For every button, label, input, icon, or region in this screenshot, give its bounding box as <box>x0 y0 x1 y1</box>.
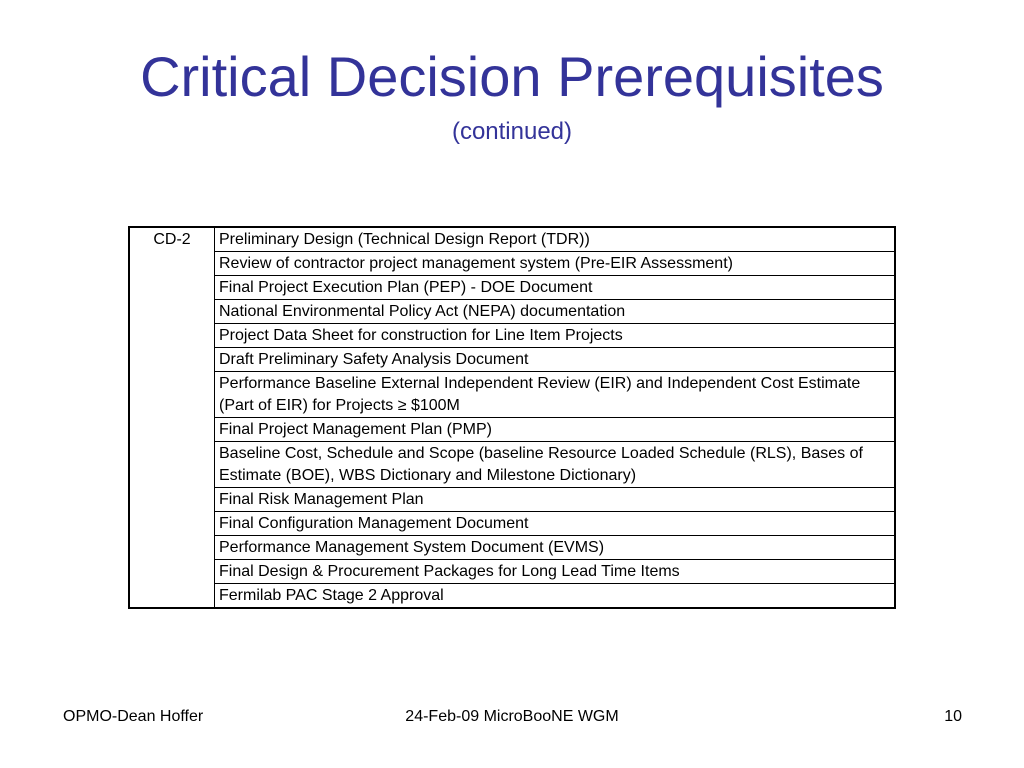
prerequisite-item: Final Risk Management Plan <box>215 488 896 512</box>
prerequisite-item: Baseline Cost, Schedule and Scope (baseline Resource Loaded Schedule (RLS), Bases of Estimate (BOE), WBS Dictionary and Milestone Dictionary) <box>215 442 896 488</box>
prerequisite-item: Final Project Execution Plan (PEP) - DOE Document <box>215 276 896 300</box>
table-row <box>129 300 895 324</box>
table-row <box>129 276 895 300</box>
footer-author: OPMO-Dean Hoffer <box>63 708 204 725</box>
prerequisite-item: Preliminary Design (Technical Design Report (TDR)) <box>215 227 896 252</box>
prerequisites-table <box>128 226 896 609</box>
table-row <box>129 252 895 276</box>
table-row <box>129 560 895 584</box>
table-row <box>129 488 895 512</box>
prerequisite-item: Performance Baseline External Independent Review (EIR) and Independent Cost Estimate (Part of EIR) for Projects ≥ $100M <box>215 372 896 418</box>
table-row <box>129 324 895 348</box>
table-row <box>129 348 895 372</box>
table-row <box>129 227 895 252</box>
prerequisite-item: National Environmental Policy Act (NEPA) documentation <box>215 300 896 324</box>
slide-subtitle: (continued) <box>451 118 573 145</box>
prerequisite-item: Project Data Sheet for construction for Line Item Projects <box>215 324 896 348</box>
prerequisite-item: Draft Preliminary Safety Analysis Document <box>215 348 896 372</box>
table-row <box>129 584 895 609</box>
prerequisite-item: Fermilab PAC Stage 2 Approval <box>215 584 896 609</box>
phase-cell: CD-2 <box>129 227 215 608</box>
table-row <box>129 512 895 536</box>
footer-page-number: 10 <box>944 708 962 725</box>
table-row <box>129 442 895 488</box>
prerequisite-item: Review of contractor project management system (Pre-EIR Assessment) <box>215 252 896 276</box>
table-row <box>129 372 895 418</box>
prerequisite-item: Performance Management System Document (EVMS) <box>215 536 896 560</box>
table-row <box>129 536 895 560</box>
slide-title: Critical Decision Prerequisites <box>140 45 884 108</box>
prerequisite-item: Final Project Management Plan (PMP) <box>215 418 896 442</box>
footer-date-event: 24-Feb-09 MicroBooNE WGM <box>405 708 619 725</box>
table-row <box>129 418 895 442</box>
prerequisite-item: Final Design & Procurement Packages for Long Lead Time Items <box>215 560 896 584</box>
prerequisite-item: Final Configuration Management Document <box>215 512 896 536</box>
